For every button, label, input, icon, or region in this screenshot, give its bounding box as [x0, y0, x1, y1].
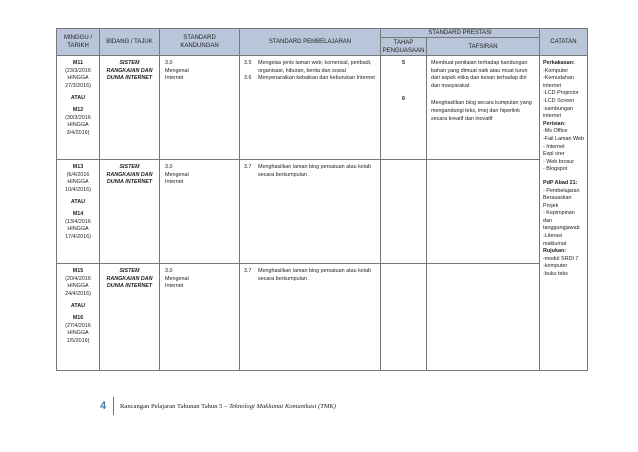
- tafsiran-text: Membuat penilaian terhadap kandungan bahan yang dimuat naik atau muat turun dari aspek etika dan kesan terhadap diri dan masyarakat: [431, 60, 528, 89]
- bidang-cell: SISTEM RANGKAIAN DAN DUNIA INTERNET: [100, 264, 160, 371]
- header-bidang: BIDANG / TAJUK: [100, 29, 160, 56]
- minggu-cell: M11 (23/3/2016 HINGGA 27/3/2016) ATAU M12 (30/3/2016 HINGGA 3/4/2016): [57, 56, 100, 160]
- tahap-value: 6: [402, 95, 405, 102]
- tafsiran-cell: [427, 264, 540, 371]
- header-tahap: TAHAP PENGUASAAN: [381, 38, 427, 56]
- page-number: 4: [99, 400, 107, 412]
- catatan-heading: Rujukan:: [543, 248, 567, 255]
- tafsiran-cell: [427, 56, 540, 160]
- standard-pembelajaran-cell: [240, 56, 381, 160]
- tahap-cell: [381, 160, 427, 264]
- table-row: [57, 56, 588, 160]
- header-standard-pembelajaran: STANDARD PEMBELAJARAN: [240, 29, 381, 56]
- standard-kandungan-cell: 3.0 Mengenal Internet: [160, 56, 240, 160]
- pembelajaran-item: 3.6 Menyenaraikan kebaikan dan keburukan Internet: [244, 75, 375, 82]
- footer-text: Rancangan Pelajaran Tahunan Tahun 5 – Teknologi Maklumat Komunikasi (TMK): [120, 402, 336, 410]
- page-footer: [96, 397, 336, 415]
- header-standard-kandungan: STANDARD KANDUNGAN: [160, 29, 240, 56]
- header-minggu: MINGGU / TARIKH: [57, 29, 100, 56]
- table-row: [57, 160, 588, 264]
- tahap-cell: [381, 56, 427, 160]
- pembelajaran-item: 3.7 Menghasilkan laman blog persatuan atau kelab secara berkumpulan .: [244, 164, 371, 178]
- table-row: [57, 264, 588, 371]
- pembelajaran-item: 3.7 Menghasilkan laman blog persatuan atau kelab secara berkumpulan .: [244, 268, 371, 282]
- catatan-heading: PdP Abad 21:: [543, 179, 578, 186]
- tahap-value: 5: [402, 60, 405, 66]
- standard-kandungan-cell: 3.0 Mengenal Internet: [160, 264, 240, 371]
- catatan-heading: Perkakasan:: [543, 60, 575, 66]
- tafsiran-cell: [427, 160, 540, 264]
- minggu-cell: M13 (6/4/2016 HINGGA 10/4/2016) ATAU M14 (13/4/2016 HINGGA 17/4/2016): [57, 160, 100, 264]
- header-tafsiran: TAFSIRAN: [427, 38, 540, 56]
- standard-pembelajaran-cell: [240, 160, 381, 264]
- catatan-heading: Perisian:: [543, 120, 566, 127]
- pembelajaran-item: 3.5 Mengelas jenis laman web; komersial, peribadi, organisasi, hiburan, berita dan sosial: [244, 60, 372, 74]
- tahap-cell: [381, 264, 427, 371]
- minggu-cell: M15 (20/4/2016 HINGGA 24/4/2016) ATAU M16 (27/4/2016 HINGGA 1/5/2016): [57, 264, 100, 371]
- header-catatan: CATATAN: [540, 29, 588, 56]
- header-standard-prestasi: STANDARD PRESTASI: [381, 29, 540, 38]
- standard-kandungan-cell: 3.0 Mengenal Internet: [160, 160, 240, 264]
- bidang-cell: SISTEM RANGKAIAN DAN DUNIA INTERNET: [100, 56, 160, 160]
- bidang-cell: SISTEM RANGKAIAN DAN DUNIA INTERNET: [100, 160, 160, 264]
- footer-divider: [113, 397, 114, 415]
- tafsiran-text: Menghasilkan blog secara kumpulan yang mengandungi teks, imej dan hiperlink secara kreatif dan inovatif: [431, 100, 532, 122]
- rpt-table: [56, 28, 588, 371]
- catatan-cell: Perkakasan: -Komputer -Kemudahan internet -LCD Projector -LCD Screen -sambungan internet Perisian: -Ms Office -Fail Laman Web - Internet Expl orer - Web brosur - Blogspot PdP Abad 21: - Pembelajaran Berasaskan Projek - Kepimpinan dan tanggungjawab -Literasi maklumat Rujukan: -modul SRDI 7 -komputer -buku teks: [540, 56, 588, 371]
- standard-pembelajaran-cell: [240, 264, 381, 371]
